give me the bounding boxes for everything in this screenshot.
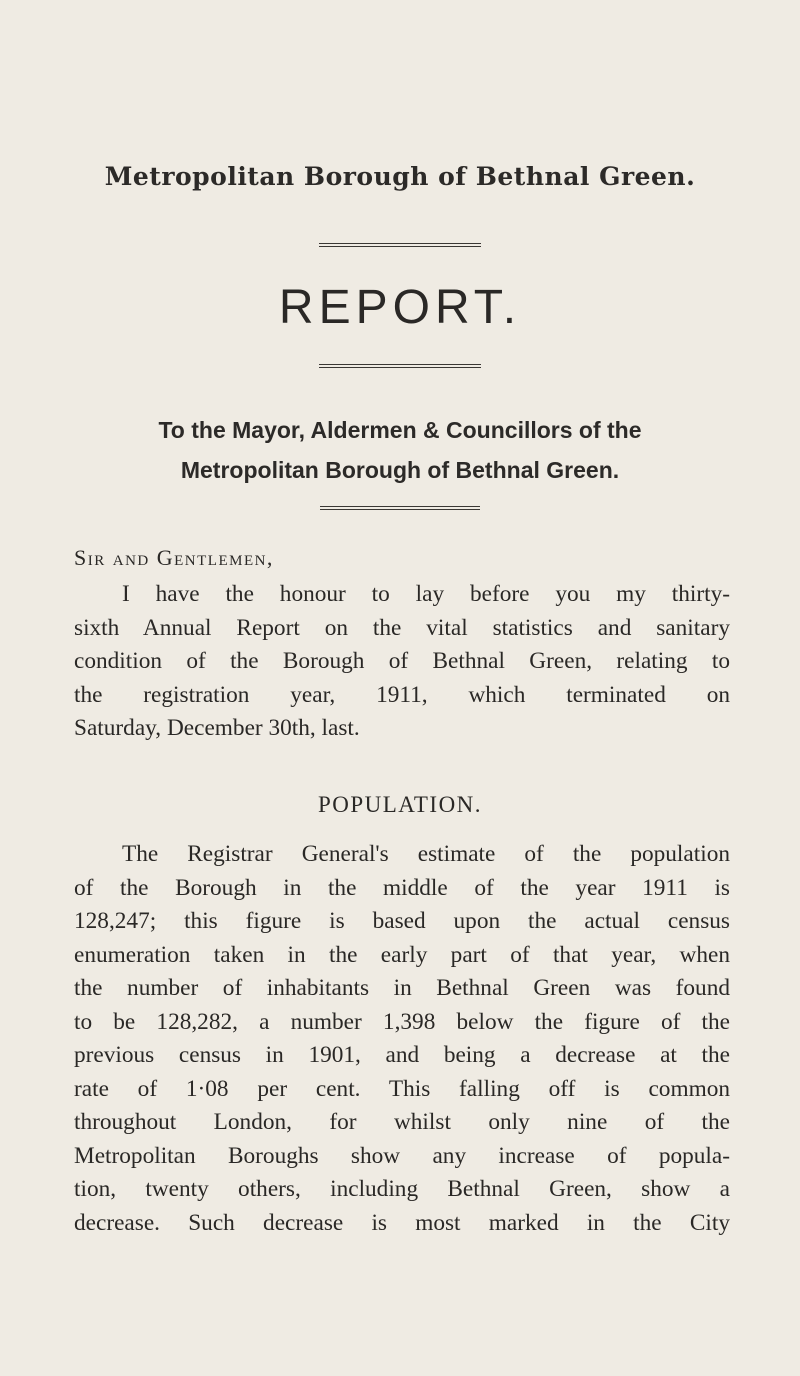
address-line: Metropolitan Borough of Bethnal Green. [180,457,620,483]
report-heading: REPORT. [278,281,522,334]
paragraph-line: Metropolitan Boroughs show any increase of popula- [74,1142,730,1169]
paragraph-line: The Registrar General's estimate of the population [122,841,730,867]
divider-rule [320,506,480,510]
paragraph-line: I have the honour to lay before you my thirty- [122,581,730,607]
address-block [0,410,800,490]
paragraph-line: enumeration taken in the early part of that year, when [74,941,730,968]
paragraph-line: the number of inhabitants in Bethnal Green was found [74,975,730,1001]
paragraph-line: Saturday, December 30th, last. [74,715,360,741]
paragraph-line: of the Borough in the middle of the year 1911 is [74,874,730,901]
population-heading: POPULATION. [317,792,483,817]
intro-paragraph [74,578,730,746]
paragraph-line: tion, twenty others, including Bethnal Green, show a [74,1176,730,1202]
paragraph-line: decrease. Such decrease is most marked in the City [74,1209,730,1236]
paragraph-line: 128,247; this figure is based upon the actual census [74,908,730,934]
paragraph-line: to be 128,282, a number 1,398 below the figure of the [74,1008,730,1035]
borough-title: Metropolitan Borough of Bethnal Green. [104,162,696,191]
address-line: To the Mayor, Aldermen & Councillors of the [158,417,642,443]
paragraph-line: previous census in 1901, and being a decrease at the [74,1042,730,1068]
paragraph-line: the registration year, 1911, which terminated on [74,681,730,708]
population-paragraph [74,838,730,1240]
divider-rule [319,243,481,247]
paragraph-line: sixth Annual Report on the vital statistics and sanitary [74,614,730,641]
salutation: Sir and Gentlemen, [74,545,274,570]
divider-rule [319,364,481,368]
paragraph-line: condition of the Borough of Bethnal Green, relating to [74,648,730,674]
paragraph-line: throughout London, for whilst only nine of the [74,1109,730,1135]
paragraph-line: rate of 1·08 per cent. This falling off is common [74,1075,730,1102]
